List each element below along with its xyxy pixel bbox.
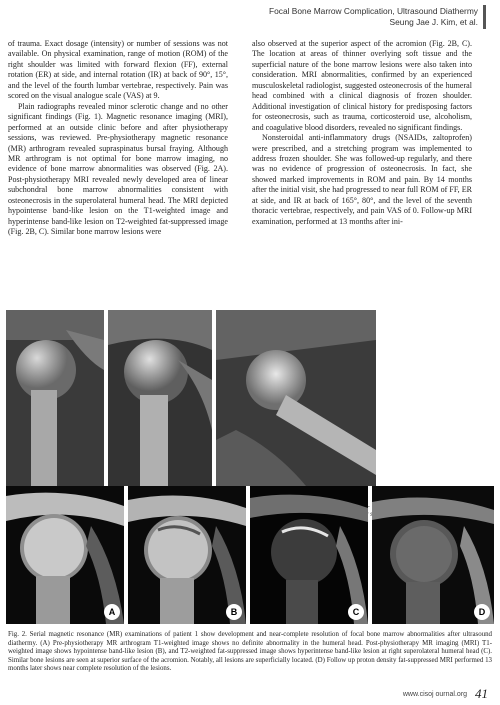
mri-image — [372, 486, 494, 624]
mri-image — [128, 486, 246, 624]
left-column — [8, 39, 228, 238]
panel-label-b: B — [226, 604, 242, 620]
page-footer — [403, 686, 488, 702]
mri-image — [250, 486, 368, 624]
running-header — [269, 6, 478, 27]
paragraph: Nonsteroidal anti-inflammatory drugs (NSAIDs, zaltoprofen) were prescribed, and a stretching program was implemented to address frozen shoulder. She was followed-up regularly, and there was no evidence of progression of osteonecrosis. In fact, she showed marked improvements in ROM and pain. By 14 months after the initial visit, she had progressed to near full ROM of FF, ER at side, and IR at back of 165°, 80°, and the level of the seventh thoracic vertebrae, respectively, and pain VAS of 0. Follow-up MRI examination, performed at 13 months after ini- — [252, 133, 472, 226]
radiograph-image — [216, 310, 376, 486]
radiograph-image — [6, 310, 104, 486]
right-column — [252, 39, 472, 227]
radiograph-image — [108, 310, 212, 486]
figure-2-caption: Fig. 2. Serial magnetic resonance (MR) examinations of patient 1 show development and near-complete resolution of focal bone marrow abnormalities after ultrasound diathermy. (A) Pre-physiotherapy MR arthrogram T1-weighted image shows no definite abnormality in the humeral head. Post-physiotherapy MR imaging (MRI) T1-weighted image shows hypointense band-like lesion (B), and T2-weighted fat-suppressed image shows hyperintense band-like lesion at right superolateral humeral head (C). Similar bone lesions are seen at superior surface of the acromion. Notably, all lesions are superficially located. (D) Follow up proton density fat-suppressed MRI performed 13 months later shows near complete resolution of the lesions. — [8, 631, 492, 673]
paragraph: Plain radiographs revealed minor sclerotic change and no other significant findings (Fig. 1). Magnetic resonance imaging (MRI), performed at an outside clinic before and after physiotherapy sessions, was reviewed. Pre-physiotherapy magnetic resonance (MR) arthrogram revealed supraspinatus bursal fraying. Although MR arthrogram is not optimal for bone marrow imaging, no evidence of bone marrow abnormalities was observed (Fig. 2A). Post-physiotherapy MRI revealed newly developed area of linear subchondral bone marrow abnormalities consistent with osteonecrosis in the superolateral humeral head. The MRI depicted hypointense band-like lesion on the T1-weighted image and hyperintense band-like lesion on T2-weighted fat-suppressed image (Fig. 2B, C). Similar bone marrow lesions were — [8, 101, 228, 237]
mri-image — [6, 486, 124, 624]
paragraph: of trauma. Exact dosage (intensity) or number of sessions was not available. On physical examination, range of motion (ROM) of the right shoulder was limited with forward flexion (FF), external rotation (ER) at side, and internal rotation (IR) at back of 90°, 15°, and the level of the fourth lumbar vertebrae, respectively. Pain was scored on the visual analogue scale (VAS) at 9. — [8, 39, 228, 101]
page-number: 41 — [475, 686, 488, 701]
header-title: Focal Bone Marrow Complication, Ultrasound Diathermy — [269, 6, 478, 16]
panel-label-d: D — [474, 604, 490, 620]
journal-url: www.cisoj ournal.org — [402, 691, 468, 698]
panel-label-a: A — [104, 604, 120, 620]
figure-1 — [6, 310, 494, 486]
figure-2 — [6, 486, 494, 624]
paragraph: also observed at the superior aspect of the acromion (Fig. 2B, C). The location at areas of thinner overlying soft tissue and the superficial nature of the bone marrow lesions were also taken into consideration. MRI abnormalities, confirmed by an experienced musculoskeletal radiologist, suggested osteonecrosis of the humeral head combined with a clinical diagnosis of frozen shoulder. Additional investigation of clinical history for predisposing factors for osteonecrosis, such as trauma, corticosteroid use, alcoholism, and coagulative blood disorders, revealed no significant findings. — [252, 39, 472, 132]
header-authors: Seung Jae J. Kim, et al. — [389, 16, 478, 27]
header-rule — [483, 5, 486, 29]
panel-label-c: C — [348, 604, 364, 620]
